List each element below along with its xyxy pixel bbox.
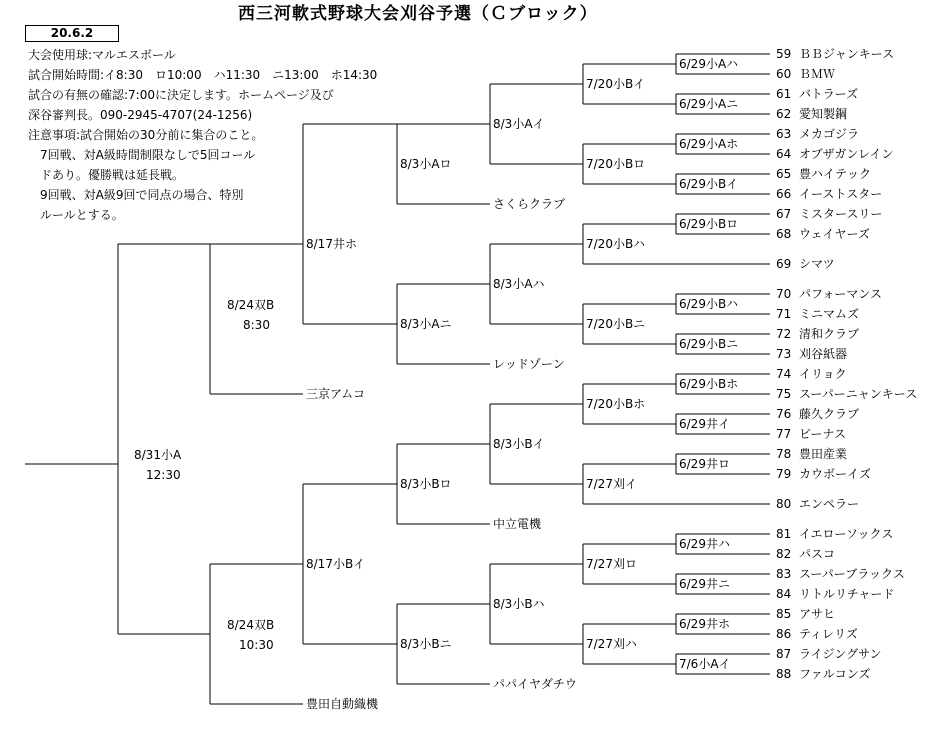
team-number: 61: [776, 87, 792, 101]
game-label: 8/3小Aハ: [493, 277, 545, 291]
game-label: 8/3小Aニ: [400, 317, 452, 331]
team-number: 68: [776, 227, 792, 241]
game-label: 8/3小Aロ: [400, 157, 452, 171]
team-number: 60: [776, 67, 792, 81]
game-label: 6/29小Bハ: [679, 297, 739, 311]
team-name: ライジングサン: [799, 647, 882, 661]
team-name: イーストスター: [799, 187, 883, 201]
team-name: イリョク: [799, 367, 847, 381]
game-label: 8/3小Bイ: [493, 437, 545, 451]
game-label: 6/29井ロ: [679, 457, 730, 471]
game-label: 6/29小Bホ: [679, 377, 739, 391]
game-label: 6/29井イ: [679, 417, 730, 431]
team-number: 66: [776, 187, 792, 201]
note-line: ドあり。優勝戦は延長戦。: [28, 168, 185, 182]
note-line: 9回戦、対A級9回で同点の場合、特別: [28, 188, 244, 202]
team-number: 77: [776, 427, 792, 441]
team-name: ミスタースリー: [799, 207, 883, 221]
team-number: 84: [776, 587, 792, 601]
game-label: 8/3小Bハ: [493, 597, 545, 611]
team-name: リトルリチャード: [799, 587, 895, 601]
game-label: 7/20小Bハ: [586, 237, 646, 251]
game-label: 7/20小Bロ: [586, 157, 646, 171]
game-label: 6/29小Aホ: [679, 137, 739, 151]
game-label: 6/29井ハ: [679, 537, 730, 551]
team-name: 刈谷紙器: [799, 347, 848, 361]
team-name: ビーナス: [799, 427, 847, 441]
semifinal-time: 8:30: [243, 318, 270, 332]
game-label: 7/27刈ロ: [586, 557, 637, 571]
team-number: 85: [776, 607, 792, 621]
team-number: 83: [776, 567, 792, 581]
team-number: 78: [776, 447, 792, 461]
team-name: 愛知製鋼: [799, 107, 848, 121]
game-label: 8/3小Bロ: [400, 477, 452, 491]
team-number: 86: [776, 627, 792, 641]
game-label: 6/29井ニ: [679, 577, 730, 591]
note-line: 7回戦、対A級時間制限なしで5回コール: [28, 148, 256, 162]
team-name: レッドゾーン: [493, 357, 565, 371]
team-name: ＢＭＷ: [799, 67, 836, 81]
team-name: アサヒ: [799, 607, 836, 621]
game-label: 7/20小Bイ: [586, 77, 646, 91]
team-name: 中立電機: [493, 517, 542, 531]
team-number: 80: [776, 497, 792, 511]
note-line: 試合開始時間:イ8:30 ロ10:00 ハ11:30 ニ13:00 ホ14:30: [28, 68, 378, 82]
team-name: ティレリズ: [799, 627, 858, 641]
team-name: スーパーブラックス: [799, 567, 905, 581]
team-name: 豊ハイテック: [799, 167, 872, 181]
game-label: 6/29小Bロ: [679, 217, 739, 231]
team-name: スーパーニャンキース: [799, 387, 918, 401]
team-number: 71: [776, 307, 792, 321]
team-name: オブザガンレイン: [799, 147, 894, 161]
team-number: 76: [776, 407, 792, 421]
team-number: 64: [776, 147, 792, 161]
game-label: 6/29小Aハ: [679, 57, 739, 71]
game-label: 6/29小Aニ: [679, 97, 739, 111]
final-date: 8/31小A: [134, 448, 182, 462]
note-line: ルールとする。: [28, 208, 124, 222]
team-name: 藤久クラブ: [799, 407, 860, 421]
note-line: 大会使用球:マルエスボール: [28, 48, 176, 62]
team-name: 三京アムコ: [306, 387, 366, 401]
note-line: 試合の有無の確認:7:00に決定します。ホームページ及び: [28, 88, 334, 102]
team-number: 75: [776, 387, 792, 401]
game-label: 7/27刈イ: [586, 477, 637, 491]
game-label: 7/20小Bホ: [586, 397, 646, 411]
game-label: 6/29井ホ: [679, 617, 730, 631]
game-label: 8/17小Bイ: [306, 557, 366, 571]
final-time: 12:30: [146, 468, 181, 482]
page-title: 西三河軟式野球大会刈谷予選（Ｃブロック）: [238, 4, 598, 24]
semifinal-date: 8/24双B: [227, 298, 275, 312]
team-name: 豊田自動織機: [306, 697, 379, 711]
team-name: ファルコンズ: [799, 667, 871, 681]
team-name: パスコ: [799, 547, 836, 561]
team-number: 79: [776, 467, 792, 481]
team-number: 70: [776, 287, 792, 301]
team-name: さくらクラブ: [493, 197, 566, 211]
team-name: イエローソックス: [799, 527, 894, 541]
team-number: 73: [776, 347, 792, 361]
game-label: 8/17井ホ: [306, 237, 357, 251]
game-label: 7/20小Bニ: [586, 317, 646, 331]
team-name: 清和クラブ: [799, 327, 860, 341]
team-name: パフォーマンス: [799, 287, 883, 301]
date-box: 20.6.2: [25, 25, 119, 42]
semifinal-date: 8/24双B: [227, 618, 275, 632]
game-label: 6/29小Bニ: [679, 337, 739, 351]
game-label: 7/6小Aイ: [679, 657, 731, 671]
team-number: 63: [776, 127, 792, 141]
team-number: 59: [776, 47, 792, 61]
team-name: メカゴジラ: [799, 127, 860, 141]
note-line: 注意事項:試合開始の30分前に集合のこと。: [28, 128, 264, 142]
team-name: ウェイヤーズ: [799, 227, 870, 241]
team-name: エンペラー: [799, 497, 860, 511]
team-number: 69: [776, 257, 792, 271]
team-name: ミニマムズ: [799, 307, 860, 321]
team-number: 81: [776, 527, 792, 541]
team-number: 65: [776, 167, 792, 181]
game-label: 8/3小Aイ: [493, 117, 545, 131]
game-label: 7/27刈ハ: [586, 637, 637, 651]
team-name: 豊田産業: [799, 447, 848, 461]
team-name: カウボーイズ: [799, 467, 871, 481]
team-number: 67: [776, 207, 792, 221]
team-number: 88: [776, 667, 792, 681]
team-number: 62: [776, 107, 792, 121]
note-line: 深谷審判長。090-2945-4707(24-1256): [28, 108, 253, 122]
team-number: 87: [776, 647, 792, 661]
team-name: シマツ: [799, 257, 835, 271]
team-number: 74: [776, 367, 792, 381]
game-label: 6/29小Bイ: [679, 177, 739, 191]
game-label: 8/3小Bニ: [400, 637, 452, 651]
team-name: ＢＢジャンキース: [799, 47, 895, 61]
team-number: 72: [776, 327, 792, 341]
team-name: パパイヤダチウ: [493, 677, 577, 691]
team-number: 82: [776, 547, 792, 561]
semifinal-time: 10:30: [239, 638, 274, 652]
team-name: バトラーズ: [799, 87, 859, 101]
